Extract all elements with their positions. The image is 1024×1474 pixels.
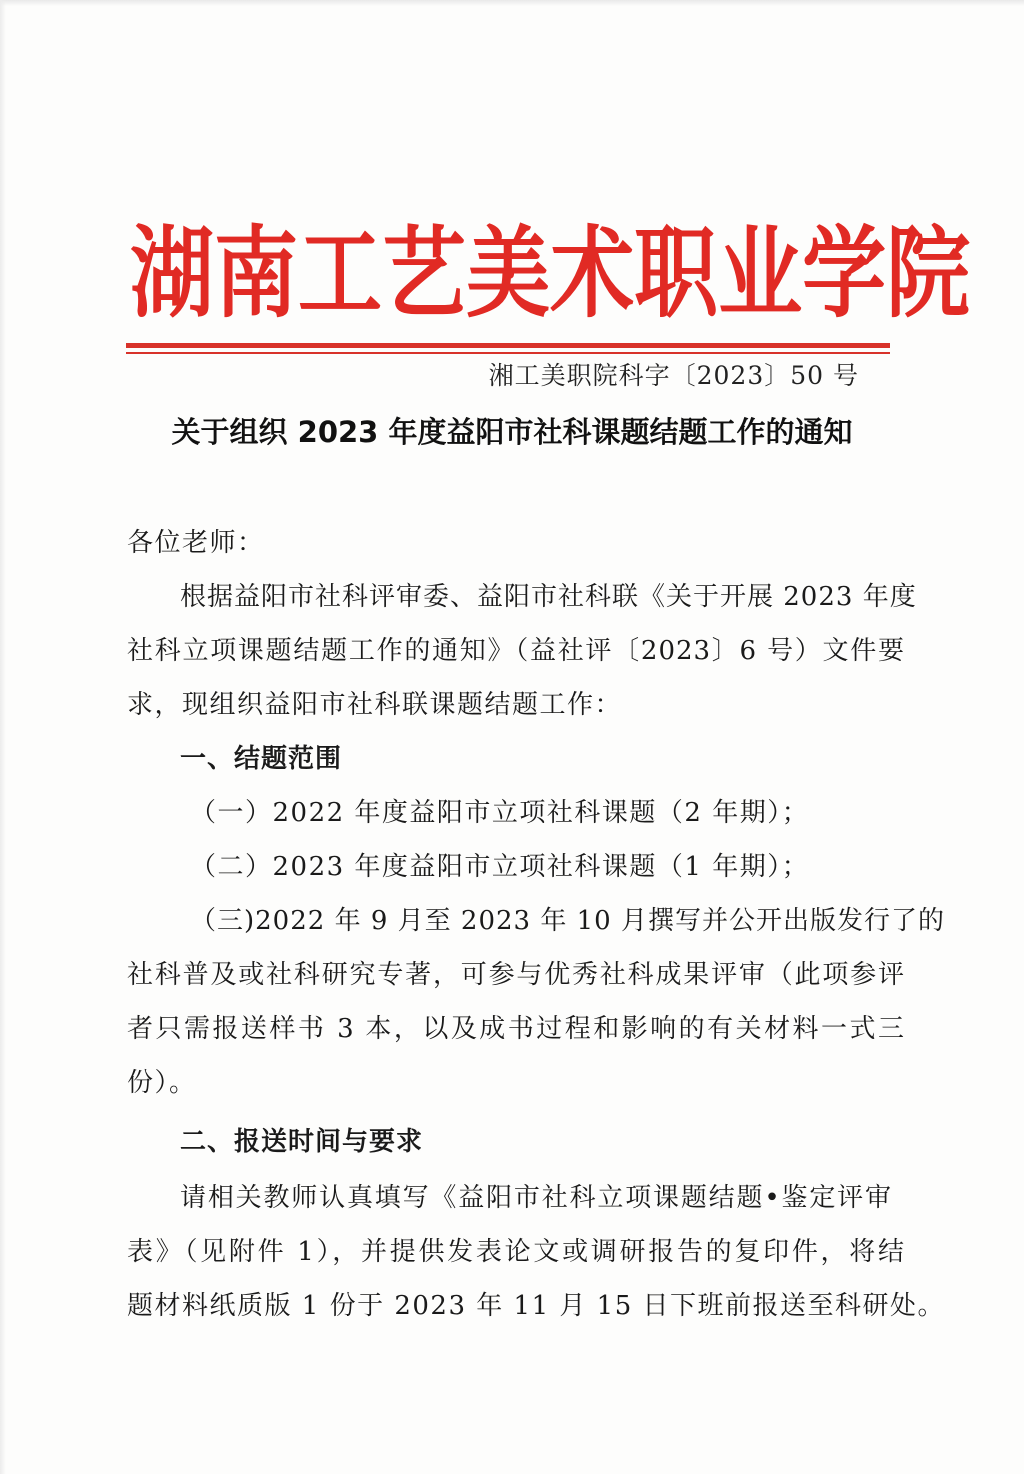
section-2-heading: 二、报送时间与要求: [180, 1127, 424, 1157]
masthead-char: 美: [466, 214, 551, 331]
intro-line-1: 根据益阳市社科评审委、益阳市社科联《关于开展 2023 年度: [180, 582, 917, 612]
masthead-char: 艺: [382, 214, 467, 331]
section-1-item-2: （二）2023 年度益阳市立项社科课题（1 年期）；: [190, 852, 810, 882]
masthead-char: 工: [298, 214, 383, 331]
section-1-item-3-line-1: （三)2022 年 9 月至 2023 年 10 月撰写并公开出版发行了的: [190, 906, 945, 936]
salutation: 各位老师：: [127, 528, 265, 558]
masthead-char: 南: [214, 214, 299, 331]
section-1-item-3-line-3: 者只需报送样书 3 本，以及成书过程和影响的有关材料一式三: [127, 1014, 905, 1044]
document-number: 湘工美职院科字〔2023〕50 号: [488, 361, 859, 390]
scan-edge: [0, 0, 1024, 6]
section-2-para-line-3: 题材料纸质版 1 份于 2023 年 11 月 15 日下班前报送至科研处。: [127, 1291, 945, 1321]
intro-line-3: 求，现组织益阳市社科联课题结题工作：: [127, 690, 623, 720]
masthead-char: 学: [802, 214, 887, 331]
masthead-char: 术: [550, 214, 635, 331]
section-1-item-1: （一）2022 年度益阳市立项社科课题（2 年期）；: [190, 798, 810, 828]
masthead-title: [130, 205, 971, 331]
masthead-char: 业: [718, 214, 803, 331]
scan-shadow: [0, 0, 6, 1474]
document-title: 关于组织 2023 年度益阳市社科课题结题工作的通知: [171, 415, 853, 449]
section-1-heading: 一、结题范围: [180, 744, 343, 774]
section-1-item-3-line-4: 份）。: [127, 1068, 197, 1098]
masthead-char: 院: [886, 214, 971, 331]
red-divider-thick: [126, 343, 890, 348]
section-2-para-line-2: 表》（见附件 1），并提供发表论文或调研报告的复印件，将结: [127, 1237, 905, 1267]
masthead-char: 职: [634, 214, 719, 331]
intro-line-2: 社科立项课题结题工作的通知》（益社评〔2023〕6 号）文件要: [127, 636, 905, 666]
section-2-para-line-1: 请相关教师认真填写《益阳市社科立项课题结题•鉴定评审: [180, 1183, 892, 1213]
masthead-char: 湖: [130, 214, 215, 331]
section-1-item-3-line-2: 社科普及或社科研究专著，可参与优秀社科成果评审（此项参评: [127, 960, 905, 990]
red-divider-thin: [126, 352, 890, 354]
